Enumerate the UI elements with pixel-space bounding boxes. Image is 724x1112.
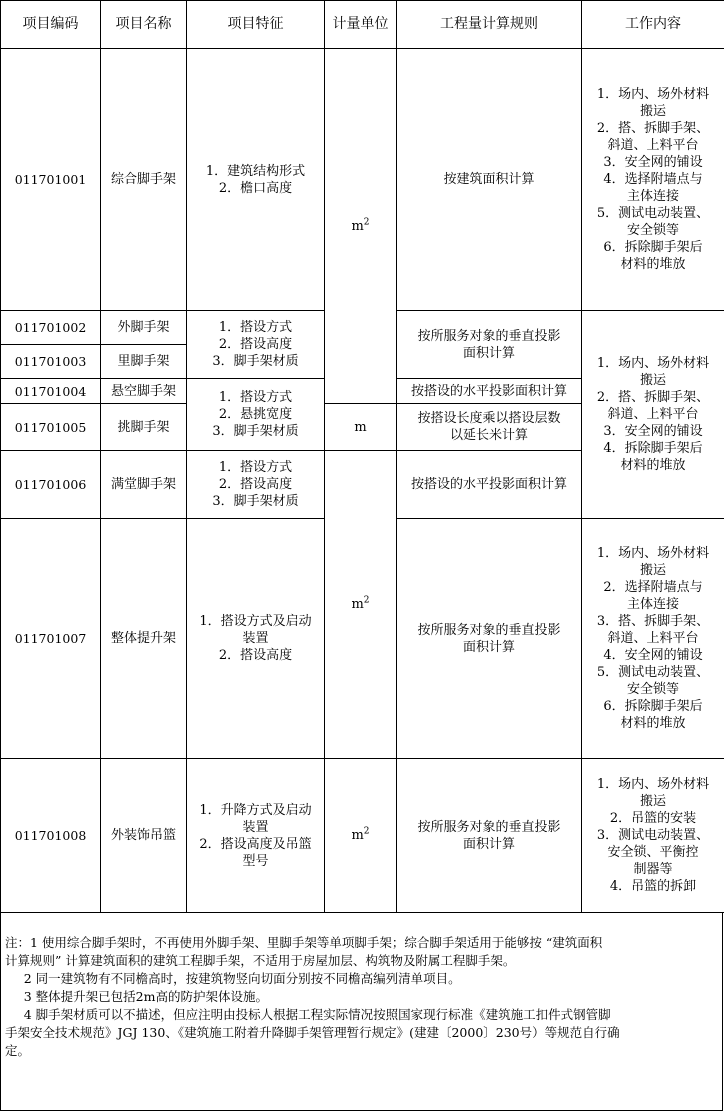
text-line: 按建筑面积计算 xyxy=(443,172,535,187)
text-line: 搬运 xyxy=(639,563,666,578)
text-line: 面积计算 xyxy=(462,639,515,655)
note-line: 2 同一建筑物有不同檐高时，按建筑物竖向切面分别按不同檐高编列清单项目。 xyxy=(23,971,461,986)
item-name: 满堂脚手架 xyxy=(101,451,187,519)
item-feature xyxy=(187,759,325,913)
note-line: 计算规则” 计算建筑面积的建筑工程脚手架，不适用于房屋加层、构筑物及附属工程脚手架。 xyxy=(5,953,516,968)
header-name: 项目名称 xyxy=(101,1,187,49)
text-line: 4．安全网的铺设 xyxy=(603,648,703,663)
item-feature xyxy=(187,311,325,379)
text-line: 1．升降方式及启动 xyxy=(199,802,312,818)
text-line: 3．脚手架材质 xyxy=(212,494,299,509)
item-name: 里脚手架 xyxy=(101,345,187,379)
text-line: 1．搭设方式 xyxy=(218,390,293,405)
item-code: 011701001 xyxy=(1,49,101,311)
text-line: 材料的堆放 xyxy=(620,257,686,272)
text-line: 按所服务对象的垂直投影 xyxy=(417,819,561,835)
item-work xyxy=(582,311,724,519)
item-name: 综合脚手架 xyxy=(101,49,187,311)
text-line: 制器等 xyxy=(633,862,673,877)
header-row xyxy=(1,1,724,49)
item-code: 011701005 xyxy=(1,404,101,451)
header-code: 项目编码 xyxy=(1,1,101,49)
text-line: 斜道、上料平台 xyxy=(607,407,699,422)
text-line: 1．建筑结构形式 xyxy=(205,163,306,179)
item-name: 整体提升架 xyxy=(101,519,187,759)
text-line: 按所服务对象的垂直投影 xyxy=(417,622,561,638)
text-line: 1．场内、场外材料 xyxy=(596,356,710,371)
text-line: 装置 xyxy=(242,819,269,835)
item-unit-m2: $m^2$ xyxy=(325,49,397,404)
item-code: 011701004 xyxy=(1,379,101,404)
item-rule xyxy=(397,49,582,311)
text-line: 斜道、上料平台 xyxy=(607,631,699,646)
text-line: 5．测试电动装置、 xyxy=(596,665,710,680)
header-rule: 工程量计算规则 xyxy=(397,1,582,49)
header-work: 工作内容 xyxy=(582,1,724,49)
text-line: 以延长米计算 xyxy=(449,428,528,443)
text-line: 安全锁等 xyxy=(626,223,679,238)
item-rule xyxy=(397,311,582,379)
text-line: 1．场内、场外材料 xyxy=(596,87,710,102)
text-line: 3．安全网的铺设 xyxy=(603,155,703,170)
text-line: 4．拆除脚手架后 xyxy=(603,441,703,456)
table-row xyxy=(1,49,724,311)
item-feature xyxy=(187,379,325,451)
text-line: 1．场内、场外材料 xyxy=(596,777,710,792)
text-line: 搬运 xyxy=(639,794,666,809)
text-line: 4．选择附墙点与 xyxy=(603,172,703,187)
text-line: 面积计算 xyxy=(462,836,515,852)
text-line: 按搭设的水平投影面积计算 xyxy=(410,477,567,492)
text-line: 斜道、上料平台 xyxy=(607,138,699,153)
note-line: 手架安全技术规范》JGJ 130、《建筑施工附着升降脚手架管理暂行规定》(建建〔2000〕230号）等规范自行确 xyxy=(5,1025,620,1040)
text-line: 2．搭设高度 xyxy=(218,648,293,663)
text-line: 1．搭设方式 xyxy=(218,320,293,335)
text-line: 2．搭设高度 xyxy=(218,477,293,492)
text-line: 4．吊篮的拆卸 xyxy=(609,879,697,894)
text-line: 主体连接 xyxy=(626,189,679,204)
item-rule xyxy=(397,379,582,404)
table-row xyxy=(1,759,724,913)
text-line: 面积计算 xyxy=(462,345,515,361)
note-line: 4 脚手架材质可以不描述，但应注明由投标人根据工程实际情况按照国家现行标准《建筑施工扣件式钢管脚 xyxy=(23,1007,611,1022)
text-line: 2．搭、拆脚手架、 xyxy=(596,121,710,136)
item-code: 011701007 xyxy=(1,519,101,759)
item-name: 悬空脚手架 xyxy=(101,379,187,404)
text-line: 1．搭设方式及启动 xyxy=(199,614,312,629)
item-rule xyxy=(397,404,582,451)
item-code: 011701006 xyxy=(1,451,101,519)
item-feature xyxy=(187,451,325,519)
notes-section xyxy=(0,912,723,1111)
item-rule xyxy=(397,451,582,519)
item-code: 011701003 xyxy=(1,345,101,379)
text-line: 材料的堆放 xyxy=(620,458,686,473)
text-line: 5．测试电动装置、 xyxy=(596,206,710,221)
text-line: 3．脚手架材质 xyxy=(212,424,299,439)
text-line: 1．场内、场外材料 xyxy=(596,546,710,561)
note-line: 定。 xyxy=(5,1043,31,1058)
item-name: 外脚手架 xyxy=(101,311,187,345)
text-line: 2．搭设高度及吊篮 xyxy=(199,836,312,852)
header-feature: 项目特征 xyxy=(187,1,325,49)
item-feature xyxy=(187,519,325,759)
item-name: 挑脚手架 xyxy=(101,404,187,451)
item-unit-m2: $m^2$ xyxy=(325,451,397,759)
item-code: 011701008 xyxy=(1,759,101,913)
text-line: 3．脚手架材质 xyxy=(212,354,299,369)
text-line: 2．选择附墙点与 xyxy=(603,580,703,595)
item-work xyxy=(582,519,724,759)
text-line: 按所服务对象的垂直投影 xyxy=(417,328,561,344)
header-unit: 计量单位 xyxy=(325,1,397,49)
text-line: 2．搭、拆脚手架、 xyxy=(596,390,710,405)
text-line: 搬运 xyxy=(639,373,666,388)
text-line: 2．檐口高度 xyxy=(218,180,293,196)
text-line: 按搭设长度乘以搭设层数 xyxy=(417,411,561,426)
text-line: 3．安全网的铺设 xyxy=(603,424,703,439)
item-work xyxy=(582,49,724,311)
item-name: 外装饰吊篮 xyxy=(101,759,187,913)
text-line: 3．搭、拆脚手架、 xyxy=(596,614,710,629)
text-line: 2．悬挑宽度 xyxy=(218,407,293,422)
text-line: 6．拆除脚手架后 xyxy=(603,240,703,255)
text-line: 6．拆除脚手架后 xyxy=(603,699,703,714)
text-line: 1．搭设方式 xyxy=(218,460,293,475)
text-line: 材料的堆放 xyxy=(620,716,686,731)
text-line: 装置 xyxy=(242,631,269,646)
note-line: 3 整体提升架已包括2m高的防护架体设施。 xyxy=(23,989,268,1004)
text-line: 2．吊篮的安装 xyxy=(609,811,697,826)
item-rule xyxy=(397,519,582,759)
text-line: 按搭设的水平投影面积计算 xyxy=(410,383,567,399)
item-feature xyxy=(187,49,325,311)
text-line: 安全锁等 xyxy=(626,682,679,697)
item-rule xyxy=(397,759,582,913)
text-line: 主体连接 xyxy=(626,597,679,612)
text-line: 型号 xyxy=(242,853,269,869)
item-unit-m: m xyxy=(325,404,397,451)
text-line: 2．搭设高度 xyxy=(218,337,293,352)
text-line: 3．测试电动装置、 xyxy=(596,828,710,843)
item-unit-m2: $m^2$ xyxy=(325,759,397,913)
text-line: 安全锁、平衡控 xyxy=(607,845,699,860)
item-work xyxy=(582,759,724,913)
note-line: 注：1 使用综合脚手架时，不再使用外脚手架、里脚手架等单项脚手架；综合脚手架适用于能够按 “建筑面积 xyxy=(5,935,603,950)
text-line: 搬运 xyxy=(639,104,666,119)
item-code: 011701002 xyxy=(1,311,101,345)
